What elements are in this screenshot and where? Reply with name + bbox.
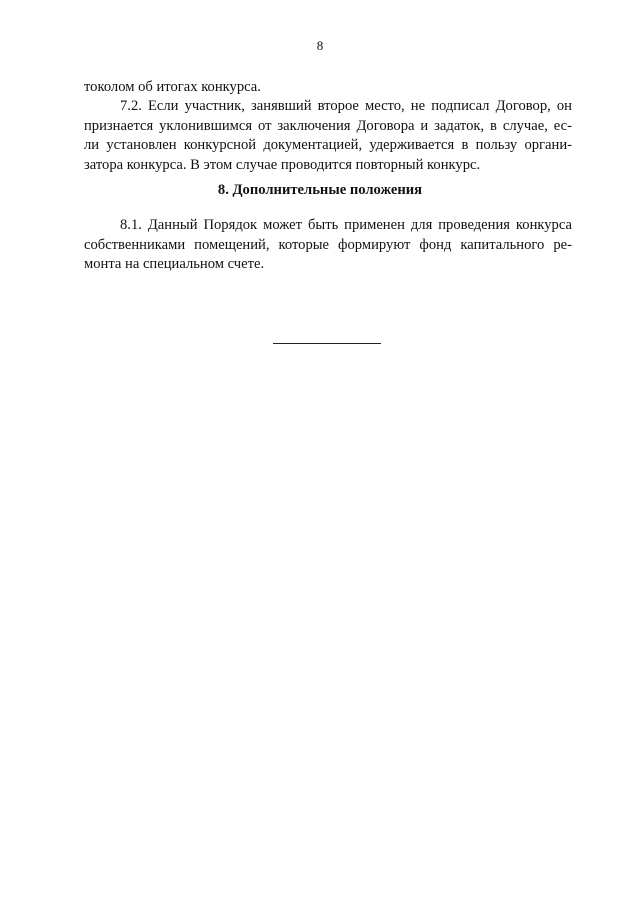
text-line: признается уклонившимся от заключения Договора и задаток, в случае, ес-: [84, 117, 572, 134]
end-separator-line: [273, 343, 381, 344]
section-heading: 8. Дополнительные положения: [217, 182, 423, 198]
section7-continuation: [84, 78, 572, 98]
paragraph-8-1: [84, 216, 572, 275]
text-line: монта на специальном счете.: [84, 256, 265, 273]
paragraph-7-2: [84, 97, 572, 175]
text-line: затора конкурса. В этом случае проводится повторный конкурс.: [84, 156, 481, 173]
text-line: 8.1. Данный Порядок может быть применен для проведения конкурса: [120, 217, 572, 233]
text-line: токолом об итогах конкурса.: [84, 79, 261, 95]
text-line: 7.2. Если участник, занявший второе место, не подписал Договор, он: [120, 98, 572, 114]
text-line: ли установлен конкурсной документацией, удерживается в пользу органи-: [84, 137, 572, 154]
text-line: собственниками помещений, которые формируют фонд капитального ре-: [84, 236, 572, 253]
page-number: 8: [316, 38, 324, 53]
